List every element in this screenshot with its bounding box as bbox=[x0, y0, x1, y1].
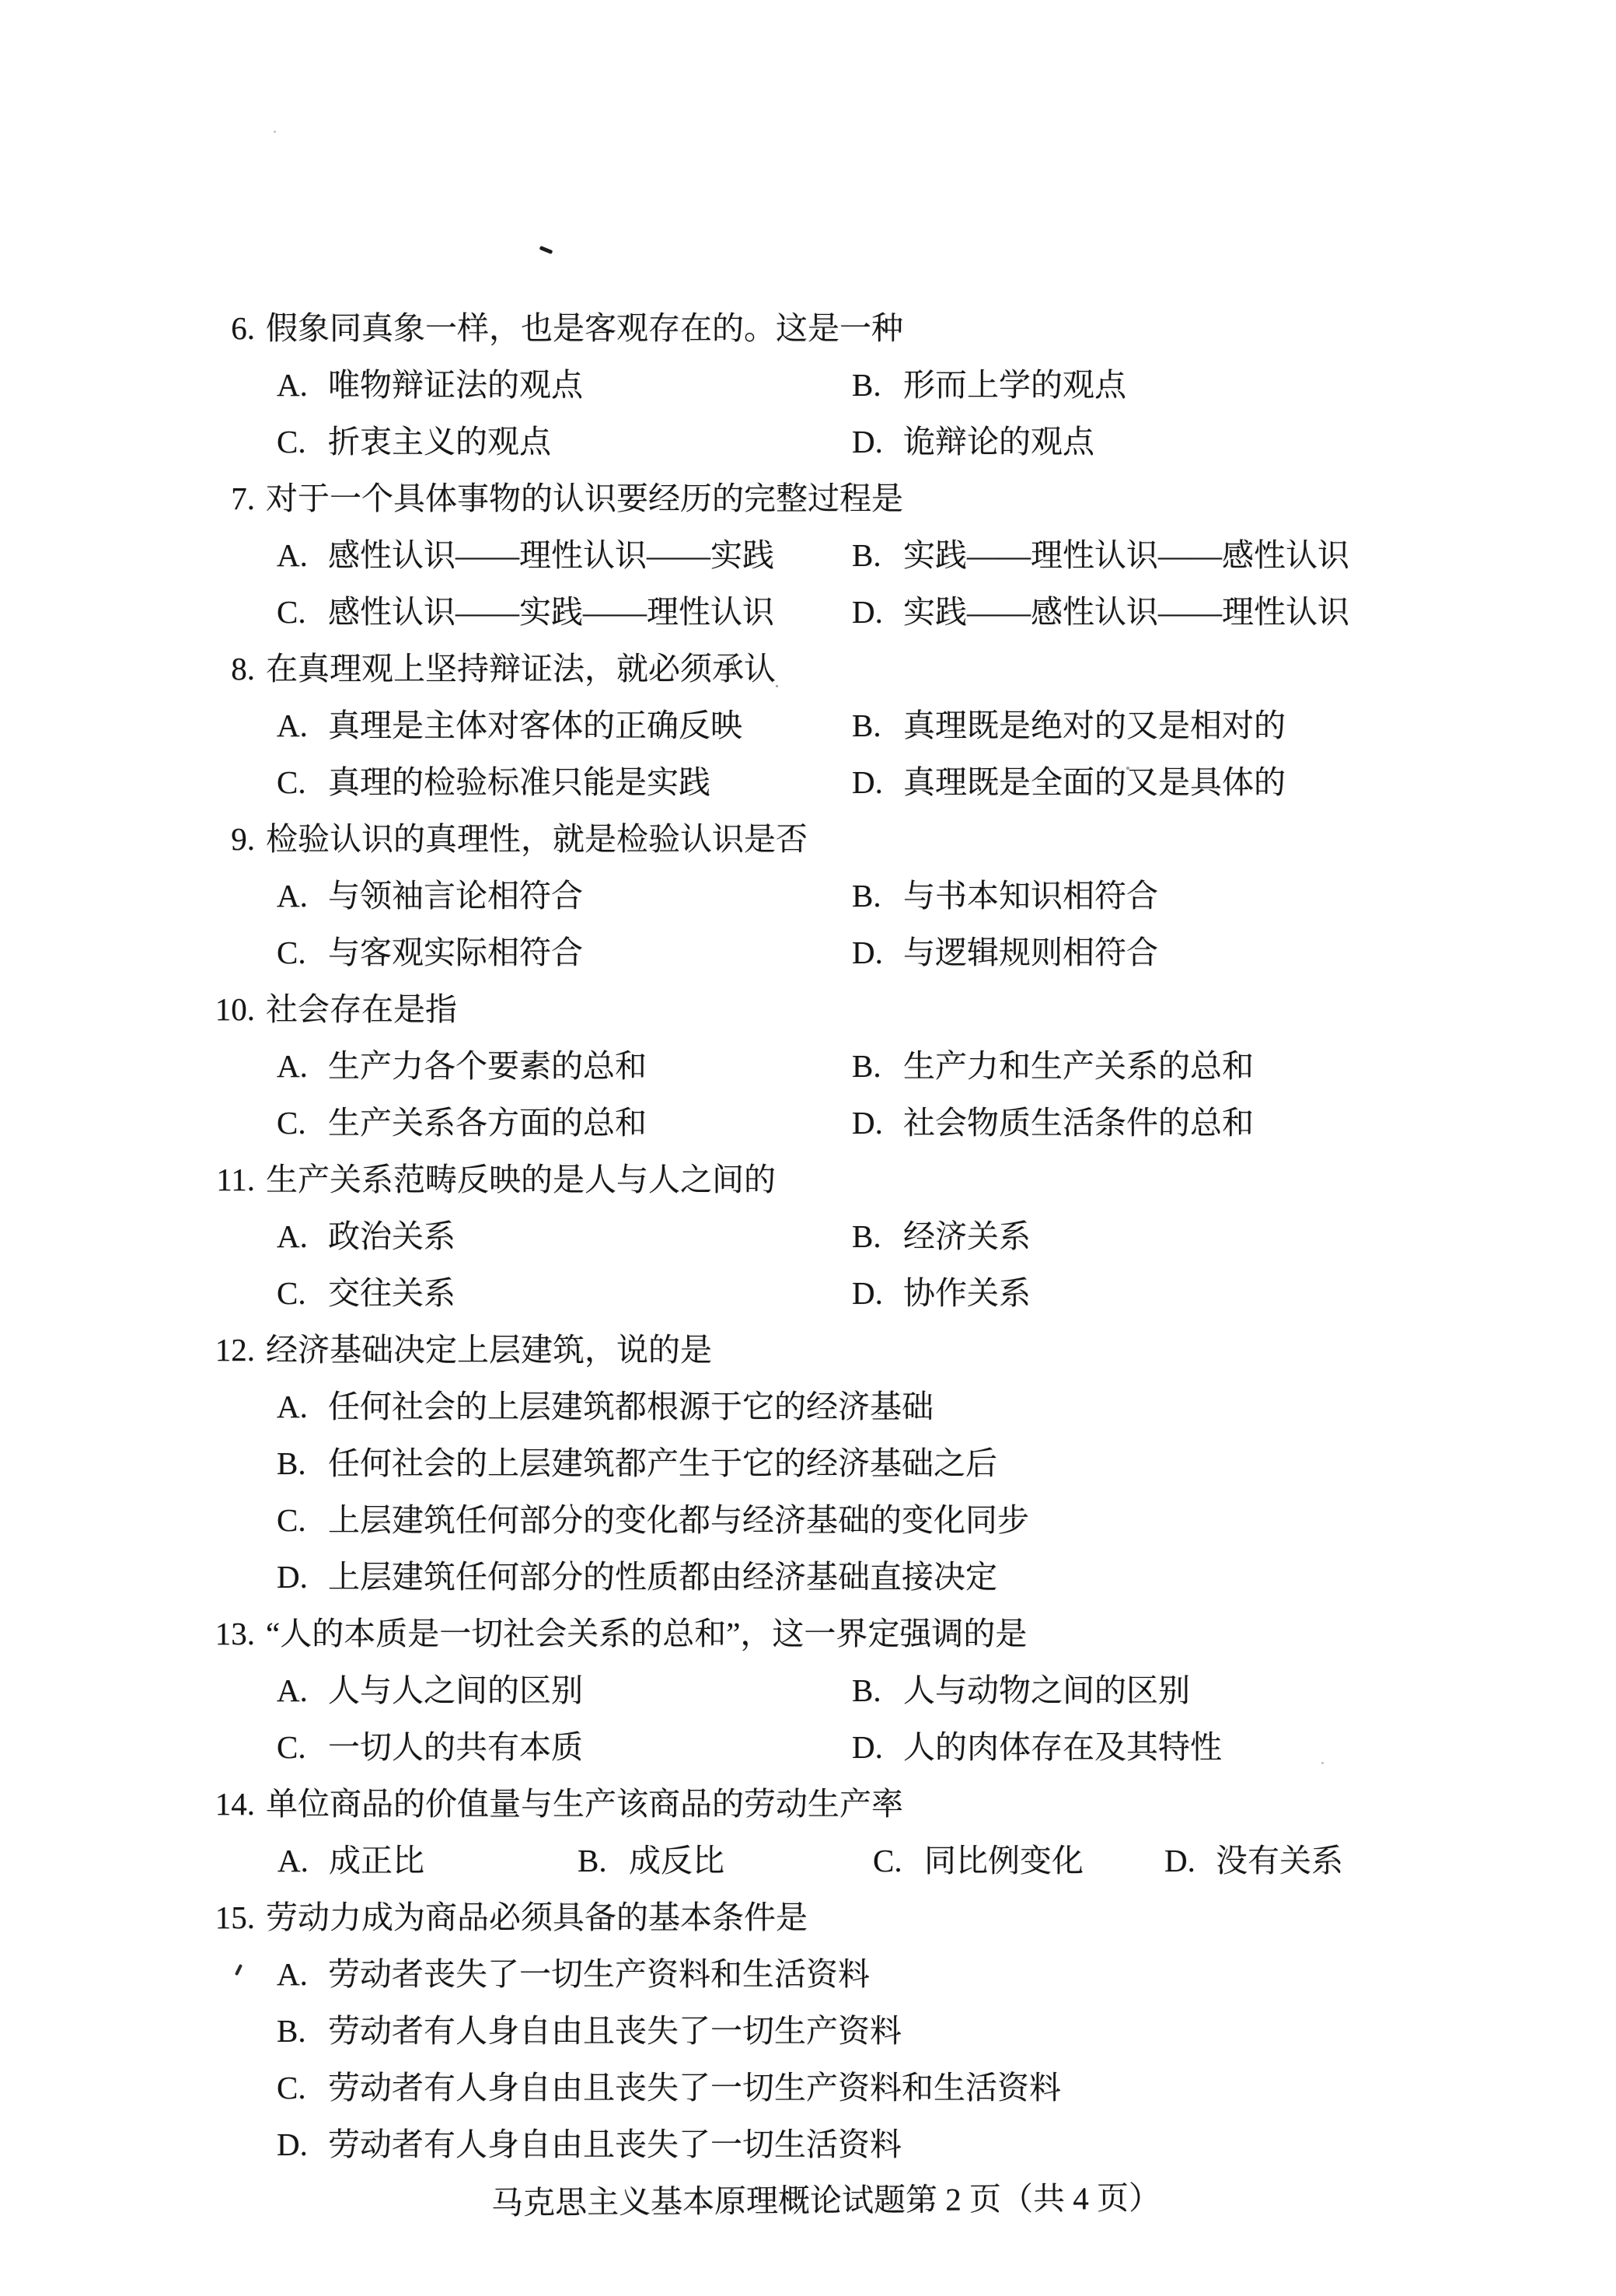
option-text: 真理既是全面的又是具体的 bbox=[903, 764, 1286, 800]
option-text: 与领袖言论相符合 bbox=[328, 878, 583, 914]
option-b bbox=[852, 868, 1158, 924]
question-line bbox=[0, 641, 1616, 697]
option-label: A. bbox=[277, 1048, 308, 1084]
question-number: 9. bbox=[231, 821, 255, 857]
option-label: B. bbox=[852, 1048, 881, 1084]
option-label: A. bbox=[277, 1218, 308, 1254]
option-text: 折衷主义的观点 bbox=[328, 424, 551, 460]
option-a bbox=[277, 1208, 852, 1265]
option-text: 成反比 bbox=[629, 1843, 724, 1878]
option-text: 人与人之间的区别 bbox=[328, 1672, 583, 1708]
option-text: 政治关系 bbox=[328, 1218, 455, 1254]
option-text: 上层建筑任何部分的性质都由经济基础直接决定 bbox=[328, 1559, 997, 1595]
option-text: 诡辩论的观点 bbox=[903, 424, 1094, 460]
options-row bbox=[0, 924, 1616, 981]
option-label: D. bbox=[852, 1729, 883, 1765]
option-label: D. bbox=[852, 764, 883, 800]
option-b bbox=[852, 1038, 1254, 1095]
options-row bbox=[0, 1435, 1616, 1492]
options-row bbox=[0, 2060, 1616, 2116]
option-label: A. bbox=[277, 1389, 308, 1424]
option-text: 与客观实际相符合 bbox=[328, 935, 583, 970]
option-text: 上层建筑任何部分的变化都与经济基础的变化同步 bbox=[328, 1502, 1029, 1538]
option-a bbox=[277, 868, 852, 924]
option-a bbox=[277, 1038, 852, 1095]
option-text: 经济关系 bbox=[903, 1218, 1031, 1254]
option-label: B. bbox=[277, 2013, 306, 2049]
question-number: 10. bbox=[215, 991, 255, 1027]
option-a bbox=[277, 1946, 870, 2003]
option-label: B. bbox=[852, 708, 881, 743]
question-line bbox=[0, 981, 1616, 1038]
question-15 bbox=[0, 1889, 1616, 2173]
option-text: 人的肉体存在及其特性 bbox=[903, 1729, 1222, 1765]
option-label: C. bbox=[277, 1105, 306, 1141]
question-number: 14. bbox=[215, 1786, 255, 1822]
option-text: 劳动者丧失了一切生产资料和生活资料 bbox=[328, 1956, 870, 1992]
options-row bbox=[0, 1492, 1616, 1549]
option-text: 实践——理性认识——感性认识 bbox=[903, 537, 1349, 573]
question-text: 单位商品的价值量与生产该商品的劳动生产率 bbox=[266, 1786, 903, 1822]
option-text: 交往关系 bbox=[328, 1275, 455, 1311]
question-text: “人的本质是一切社会关系的总和”，这一界定强调的是 bbox=[266, 1616, 1028, 1651]
option-label: D. bbox=[852, 1105, 883, 1141]
question-number: 7. bbox=[231, 481, 255, 516]
option-label: B. bbox=[852, 367, 881, 403]
option-d bbox=[852, 924, 1158, 981]
option-d bbox=[277, 2116, 902, 2173]
option-text: 生产关系各方面的总和 bbox=[328, 1105, 647, 1141]
option-b bbox=[852, 527, 1349, 584]
question-text: 经济基础决定上层建筑，说的是 bbox=[266, 1332, 712, 1368]
question-text: 劳动力成为商品必须具备的基本条件是 bbox=[266, 1899, 808, 1935]
question-14 bbox=[0, 1776, 1616, 1889]
option-text: 与书本知识相符合 bbox=[903, 878, 1158, 914]
option-label: D. bbox=[277, 2127, 308, 2162]
question-6 bbox=[0, 300, 1616, 470]
options-row bbox=[0, 1379, 1616, 1435]
option-text: 实践——感性认识——理性认识 bbox=[903, 594, 1349, 630]
question-number: 15. bbox=[215, 1899, 255, 1935]
question-12 bbox=[0, 1322, 1616, 1606]
question-number: 6. bbox=[231, 310, 255, 346]
question-text: 对于一个具体事物的认识要经历的完整过程是 bbox=[266, 481, 903, 516]
option-a bbox=[277, 1662, 852, 1719]
option-text: 劳动者有人身自由且丧失了一切生活资料 bbox=[328, 2127, 902, 2162]
option-d bbox=[852, 1719, 1222, 1776]
option-d bbox=[852, 584, 1349, 641]
question-number: 11. bbox=[216, 1162, 255, 1197]
options-row bbox=[0, 1265, 1616, 1322]
option-a bbox=[277, 357, 852, 414]
options-row bbox=[0, 584, 1616, 641]
option-label: C. bbox=[277, 1275, 306, 1311]
scan-speck bbox=[274, 131, 276, 133]
option-label: A. bbox=[277, 878, 308, 914]
option-label: B. bbox=[852, 1218, 881, 1254]
option-label: B. bbox=[852, 878, 881, 914]
option-c bbox=[277, 584, 852, 641]
option-label: D. bbox=[1164, 1843, 1195, 1878]
option-c bbox=[277, 1265, 852, 1322]
option-text: 没有关系 bbox=[1216, 1843, 1343, 1878]
option-label: C. bbox=[277, 1729, 306, 1765]
option-text: 劳动者有人身自由且丧失了一切生产资料和生活资料 bbox=[328, 2070, 1061, 2106]
question-11 bbox=[0, 1151, 1616, 1322]
option-text: 任何社会的上层建筑都产生于它的经济基础之后 bbox=[328, 1445, 997, 1481]
question-8 bbox=[0, 641, 1616, 811]
option-text: 一切人的共有本质 bbox=[328, 1729, 583, 1765]
option-label: C. bbox=[277, 764, 306, 800]
option-label: A. bbox=[277, 1843, 309, 1878]
option-c bbox=[277, 2060, 1061, 2116]
page-footer: 马克思主义基本原理概论试题第 2 页（共 4 页） bbox=[490, 2179, 1161, 2221]
options-row bbox=[0, 1833, 1616, 1889]
option-label: A. bbox=[277, 537, 308, 573]
option-text: 生产力各个要素的总和 bbox=[328, 1048, 647, 1084]
option-label: C. bbox=[873, 1843, 902, 1878]
option-label: C. bbox=[277, 1502, 306, 1538]
option-a bbox=[277, 697, 852, 754]
question-10 bbox=[0, 981, 1616, 1151]
options-row bbox=[0, 357, 1616, 414]
option-c bbox=[277, 414, 852, 470]
question-number: 8. bbox=[231, 651, 255, 687]
option-d bbox=[852, 414, 1094, 470]
options-row bbox=[0, 868, 1616, 924]
question-text: 在真理观上坚持辩证法，就必须承认 bbox=[266, 651, 776, 687]
option-text: 成正比 bbox=[329, 1843, 424, 1878]
question-text: 假象同真象一样，也是客观存在的。这是一种 bbox=[266, 310, 903, 346]
option-label: D. bbox=[852, 935, 883, 970]
option-label: C. bbox=[277, 935, 306, 970]
option-b bbox=[277, 2003, 902, 2060]
question-line bbox=[0, 1776, 1616, 1833]
option-text: 协作关系 bbox=[903, 1275, 1031, 1311]
question-number: 12. bbox=[215, 1332, 255, 1368]
option-label: C. bbox=[277, 2070, 306, 2106]
option-text: 任何社会的上层建筑都根源于它的经济基础 bbox=[328, 1389, 934, 1424]
option-b bbox=[852, 697, 1286, 754]
option-label: C. bbox=[277, 594, 306, 630]
option-a bbox=[277, 1833, 578, 1889]
option-label: A. bbox=[277, 1956, 308, 1992]
options-row bbox=[0, 1662, 1616, 1719]
option-label: C. bbox=[277, 424, 306, 460]
options-row bbox=[0, 527, 1616, 584]
option-c bbox=[277, 924, 852, 981]
option-label: D. bbox=[852, 1275, 883, 1311]
options-row bbox=[0, 1946, 1616, 2003]
question-7 bbox=[0, 470, 1616, 641]
question-line bbox=[0, 470, 1616, 527]
stray-ink-mark bbox=[539, 246, 553, 254]
option-text: 社会物质生活条件的总和 bbox=[903, 1105, 1254, 1141]
question-9 bbox=[0, 811, 1616, 981]
option-label: D. bbox=[852, 424, 883, 460]
option-text: 形而上学的观点 bbox=[903, 367, 1126, 403]
option-label: D. bbox=[277, 1559, 308, 1595]
options-row bbox=[0, 2003, 1616, 2060]
option-c bbox=[277, 1095, 852, 1151]
options-row bbox=[0, 697, 1616, 754]
question-text: 生产关系范畴反映的是人与人之间的 bbox=[266, 1162, 776, 1197]
option-text: 真理既是绝对的又是相对的 bbox=[903, 708, 1286, 743]
question-text: 检验认识的真理性，就是检验认识是否 bbox=[266, 821, 808, 857]
question-line bbox=[0, 811, 1616, 868]
question-line bbox=[0, 1889, 1616, 1946]
question-line bbox=[0, 1606, 1616, 1662]
question-number: 13. bbox=[215, 1616, 255, 1651]
option-label: B. bbox=[852, 1672, 881, 1708]
option-b bbox=[852, 1208, 1031, 1265]
option-d bbox=[1164, 1833, 1343, 1889]
option-label: A. bbox=[277, 367, 308, 403]
option-text: 真理是主体对客体的正确反映 bbox=[328, 708, 742, 743]
option-a bbox=[277, 1379, 934, 1435]
options-row bbox=[0, 1549, 1616, 1606]
option-a bbox=[277, 527, 852, 584]
options-row bbox=[0, 1095, 1616, 1151]
options-row bbox=[0, 754, 1616, 811]
options-row bbox=[0, 1719, 1616, 1776]
option-text: 与逻辑规则相符合 bbox=[903, 935, 1158, 970]
option-d bbox=[277, 1549, 997, 1606]
options-row bbox=[0, 414, 1616, 470]
option-text: 真理的检验标准只能是实践 bbox=[328, 764, 710, 800]
option-c bbox=[873, 1833, 1164, 1889]
option-label: D. bbox=[852, 594, 883, 630]
option-text: 感性认识——理性认识——实践 bbox=[328, 537, 774, 573]
question-13 bbox=[0, 1606, 1616, 1776]
option-c bbox=[277, 1492, 1029, 1549]
option-label: B. bbox=[277, 1445, 306, 1481]
option-d bbox=[852, 1095, 1254, 1151]
option-text: 感性认识——实践——理性认识 bbox=[328, 594, 774, 630]
options-row bbox=[0, 1038, 1616, 1095]
option-label: A. bbox=[277, 708, 308, 743]
option-text: 同比例变化 bbox=[924, 1843, 1084, 1878]
option-text: 生产力和生产关系的总和 bbox=[903, 1048, 1254, 1084]
option-d bbox=[852, 1265, 1031, 1322]
option-c bbox=[277, 754, 852, 811]
question-line bbox=[0, 1322, 1616, 1379]
question-line bbox=[0, 300, 1616, 357]
option-b bbox=[277, 1435, 997, 1492]
option-text: 劳动者有人身自由且丧失了一切生产资料 bbox=[328, 2013, 902, 2049]
option-text: 唯物辩证法的观点 bbox=[328, 367, 583, 403]
option-b bbox=[852, 1662, 1190, 1719]
option-d bbox=[852, 754, 1286, 811]
options-row bbox=[0, 1208, 1616, 1265]
option-c bbox=[277, 1719, 852, 1776]
options-row bbox=[0, 2116, 1616, 2173]
question-line bbox=[0, 1151, 1616, 1208]
option-label: A. bbox=[277, 1672, 308, 1708]
option-label: B. bbox=[578, 1843, 607, 1878]
option-b bbox=[852, 357, 1126, 414]
question-text: 社会存在是指 bbox=[266, 991, 457, 1027]
option-label: B. bbox=[852, 537, 881, 573]
question-list bbox=[0, 300, 1616, 2173]
option-text: 人与动物之间的区别 bbox=[903, 1672, 1190, 1708]
option-b bbox=[578, 1833, 873, 1889]
